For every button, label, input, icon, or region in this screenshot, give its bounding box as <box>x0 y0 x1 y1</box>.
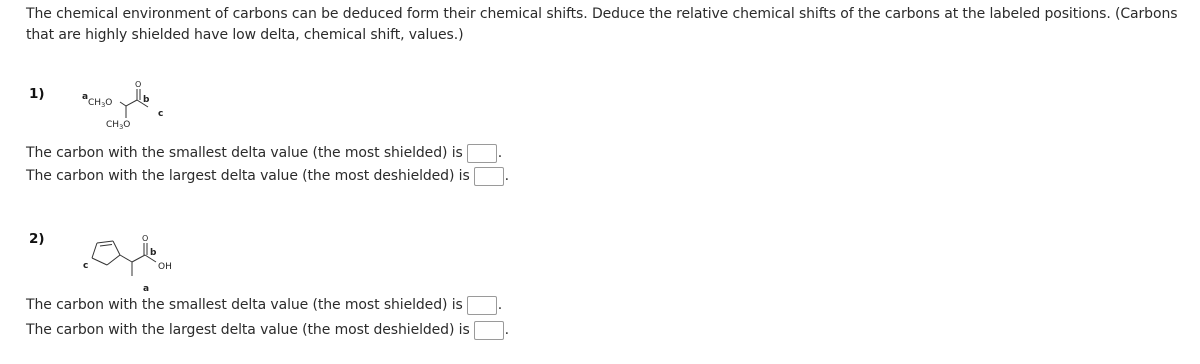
structure-2-label-b: b <box>150 248 157 258</box>
question-2-smallest-row <box>26 295 502 315</box>
question-1-largest-answer-input[interactable] <box>474 167 504 186</box>
question-2-largest-text: The carbon with the largest delta value (the most deshielded) is <box>26 322 470 338</box>
structure-1-label-a: a <box>82 92 89 102</box>
question-2-largest-answer-input[interactable] <box>474 321 504 340</box>
structure-2-oxygen: O <box>142 234 149 243</box>
question-1-smallest-row <box>26 143 502 163</box>
question-1-smallest-period: . <box>497 145 503 161</box>
question-1-largest-text: The carbon with the largest delta value (the most deshielded) is <box>26 168 470 184</box>
structure-1-label-b: b <box>143 95 150 105</box>
structure-1-methoxy-top: $CH_3O$ <box>88 98 113 109</box>
question-1-largest-period: . <box>504 168 510 184</box>
question-2-smallest-answer-input[interactable] <box>467 296 497 315</box>
structure-2-label-a: a <box>143 284 150 294</box>
structure-2-hydroxyl: OH <box>158 262 172 272</box>
question-2-largest-period: . <box>504 322 510 338</box>
structure-2-label-c: c <box>83 261 89 271</box>
question-1-structure <box>76 78 191 140</box>
structure-1-methoxy-bottom: $CH_3O$ <box>106 120 131 131</box>
instructions-text: The chemical environment of carbons can be deduced form their chemical shifts. Deduce the relative chemical shifts of the carbons at the labeled positions. (Carbons that are highly shielded have low delta, chemical shift, values.) <box>26 6 1178 43</box>
structure-1-label-c: c <box>158 109 164 119</box>
question-2-smallest-text: The carbon with the smallest delta value (the most shielded) is <box>26 297 463 313</box>
question-2-number: 2) <box>29 231 45 247</box>
question-2-smallest-period: . <box>497 297 503 313</box>
question-2-largest-row <box>26 320 509 340</box>
structure-1-oxygen: O <box>135 80 142 89</box>
question-1-largest-row <box>26 166 509 186</box>
question-1-number: 1) <box>29 86 45 102</box>
question-1-smallest-text: The carbon with the smallest delta value (the most shielded) is <box>26 145 463 161</box>
question-1-smallest-answer-input[interactable] <box>467 144 497 163</box>
question-2-structure <box>80 228 195 300</box>
